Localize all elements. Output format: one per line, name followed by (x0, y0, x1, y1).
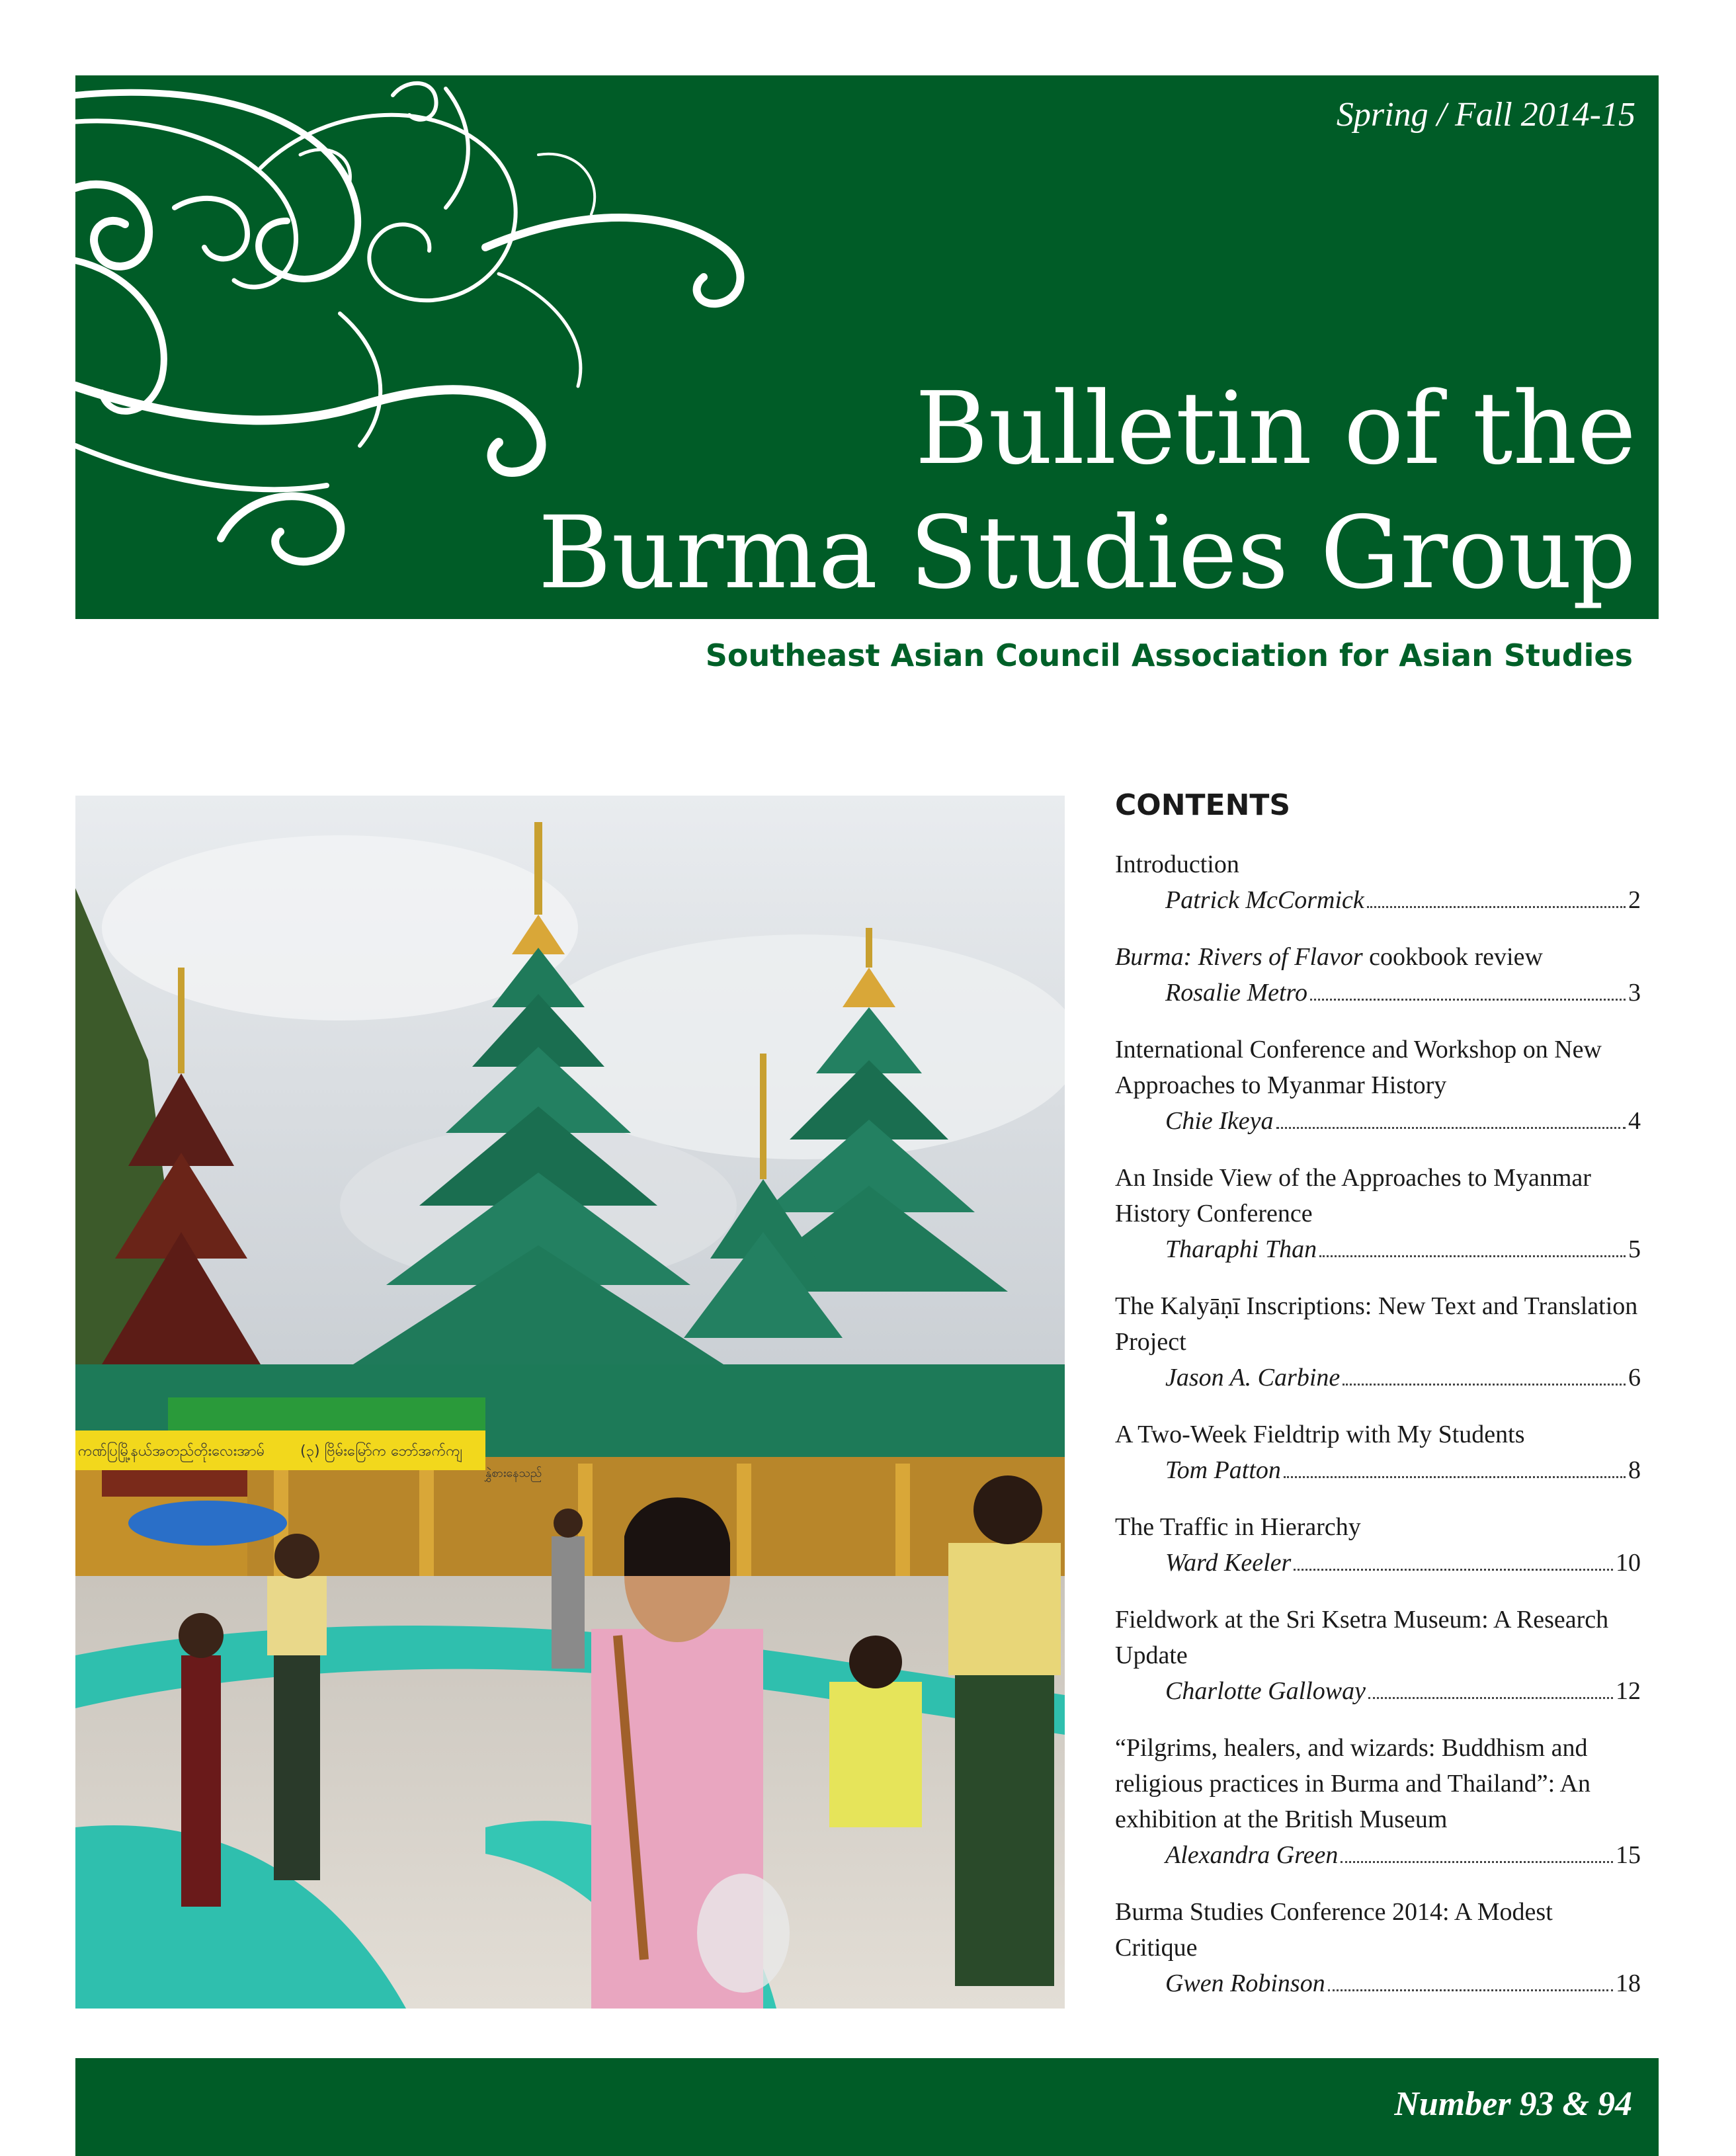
toc-entry-title: The Traffic in Hierarchy (1115, 1513, 1361, 1541)
toc-entry-page: 8 (1628, 1456, 1641, 1484)
toc-entry-page: 4 (1628, 1107, 1641, 1135)
toc-entry-author: Alexandra Green (1165, 1841, 1339, 1869)
photo-sign-2: (၃) ဗြိမ်းမြော်က ဘော်အက်ကျ (300, 1443, 463, 1460)
dot-leader (1367, 906, 1626, 908)
toc-entry-page: 15 (1616, 1841, 1641, 1869)
toc-entry-title: A Two-Week Fieldtrip with My Students (1115, 1421, 1525, 1448)
publisher-subtitle: Southeast Asian Council Association for Asian Studies (705, 638, 1633, 673)
toc-entry-title: Burma Studies Conference 2014: A Modest Critique (1115, 1898, 1553, 1962)
toc-entry[interactable] (1115, 1032, 1641, 1139)
toc-entry[interactable] (1115, 939, 1641, 1011)
toc-entry-author: Ward Keeler (1165, 1549, 1292, 1577)
toc-entry-title: “Pilgrims, healers, and wizards: Buddhism and religious practices in Burma and Thailand”: An exhibition at the British Museum (1115, 1734, 1591, 1833)
toc-entry-author: Gwen Robinson (1165, 1969, 1325, 1997)
toc-entry-title: International Conference and Workshop on New Approaches to Myanmar History (1115, 1036, 1602, 1099)
toc-entry-author: Tom Patton (1165, 1456, 1281, 1484)
photo-sign-1: ကဏ်ပြမြို့နယ်အတည်တိုးလေးအာမ် (78, 1443, 265, 1460)
dot-leader (1341, 1861, 1613, 1863)
pagoda-courtyard-photo (75, 796, 1065, 2009)
toc-entry-page: 12 (1616, 1677, 1641, 1705)
toc-entry[interactable] (1115, 1288, 1641, 1395)
publication-title (538, 366, 1636, 615)
dot-leader (1310, 999, 1626, 1001)
toc-entry-author: Jason A. Carbine (1165, 1364, 1341, 1391)
toc-entry-page: 5 (1628, 1235, 1641, 1263)
toc-entry-author: Patrick McCormick (1165, 886, 1364, 914)
title-line-1: Bulletin of the (915, 370, 1636, 487)
toc-entry-title-rest: cookbook review (1362, 943, 1543, 971)
toc-entry[interactable] (1115, 1894, 1641, 2001)
toc-entry[interactable] (1115, 1602, 1641, 1709)
table-of-contents (1115, 786, 1641, 2022)
toc-entry-author: Chie Ikeya (1165, 1107, 1274, 1135)
dot-leader (1284, 1476, 1626, 1478)
dot-leader (1294, 1569, 1613, 1571)
dot-leader (1343, 1384, 1626, 1386)
toc-entry[interactable] (1115, 1730, 1641, 1873)
toc-entry-title: The Kalyāṇī Inscriptions: New Text and Translation Project (1115, 1292, 1638, 1356)
toc-entry-page: 3 (1628, 979, 1641, 1007)
toc-entry[interactable] (1115, 1160, 1641, 1267)
dot-leader (1276, 1127, 1626, 1129)
toc-entry-title (1115, 939, 1641, 975)
masthead-banner (75, 75, 1659, 619)
toc-entry-title: Fieldwork at the Sri Ksetra Museum: A Research Update (1115, 1606, 1609, 1669)
photo-sign-3: နွှဲစားနေသည် (485, 1466, 542, 1480)
issue-number: Number 93 & 94 (1394, 2085, 1632, 2123)
toc-entry-page: 18 (1616, 1969, 1641, 1997)
toc-entry[interactable] (1115, 1509, 1641, 1581)
toc-entry-title: Introduction (1115, 850, 1239, 878)
toc-entry[interactable] (1115, 1417, 1641, 1488)
cover-photo (75, 796, 1065, 2009)
toc-entry-author: Charlotte Galloway (1165, 1677, 1366, 1705)
toc-entry-page: 6 (1628, 1364, 1641, 1391)
toc-entry-page: 2 (1628, 886, 1641, 914)
dot-leader (1368, 1697, 1613, 1699)
toc-entry-title-italic: Burma: Rivers of Flavor (1115, 943, 1363, 971)
footer-banner (75, 2058, 1659, 2156)
toc-entry-author: Rosalie Metro (1165, 979, 1307, 1007)
toc-entry-page: 10 (1616, 1549, 1641, 1577)
toc-entry-author: Tharaphi Than (1165, 1235, 1317, 1263)
dot-leader (1328, 1989, 1613, 1991)
title-line-2: Burma Studies Group (538, 495, 1636, 611)
toc-entry[interactable] (1115, 847, 1641, 918)
toc-entry-title: An Inside View of the Approaches to Myanmar History Conference (1115, 1164, 1591, 1227)
dot-leader (1319, 1255, 1626, 1257)
contents-heading: CONTENTS (1115, 788, 1291, 822)
issue-date: Spring / Fall 2014-15 (1336, 96, 1635, 134)
